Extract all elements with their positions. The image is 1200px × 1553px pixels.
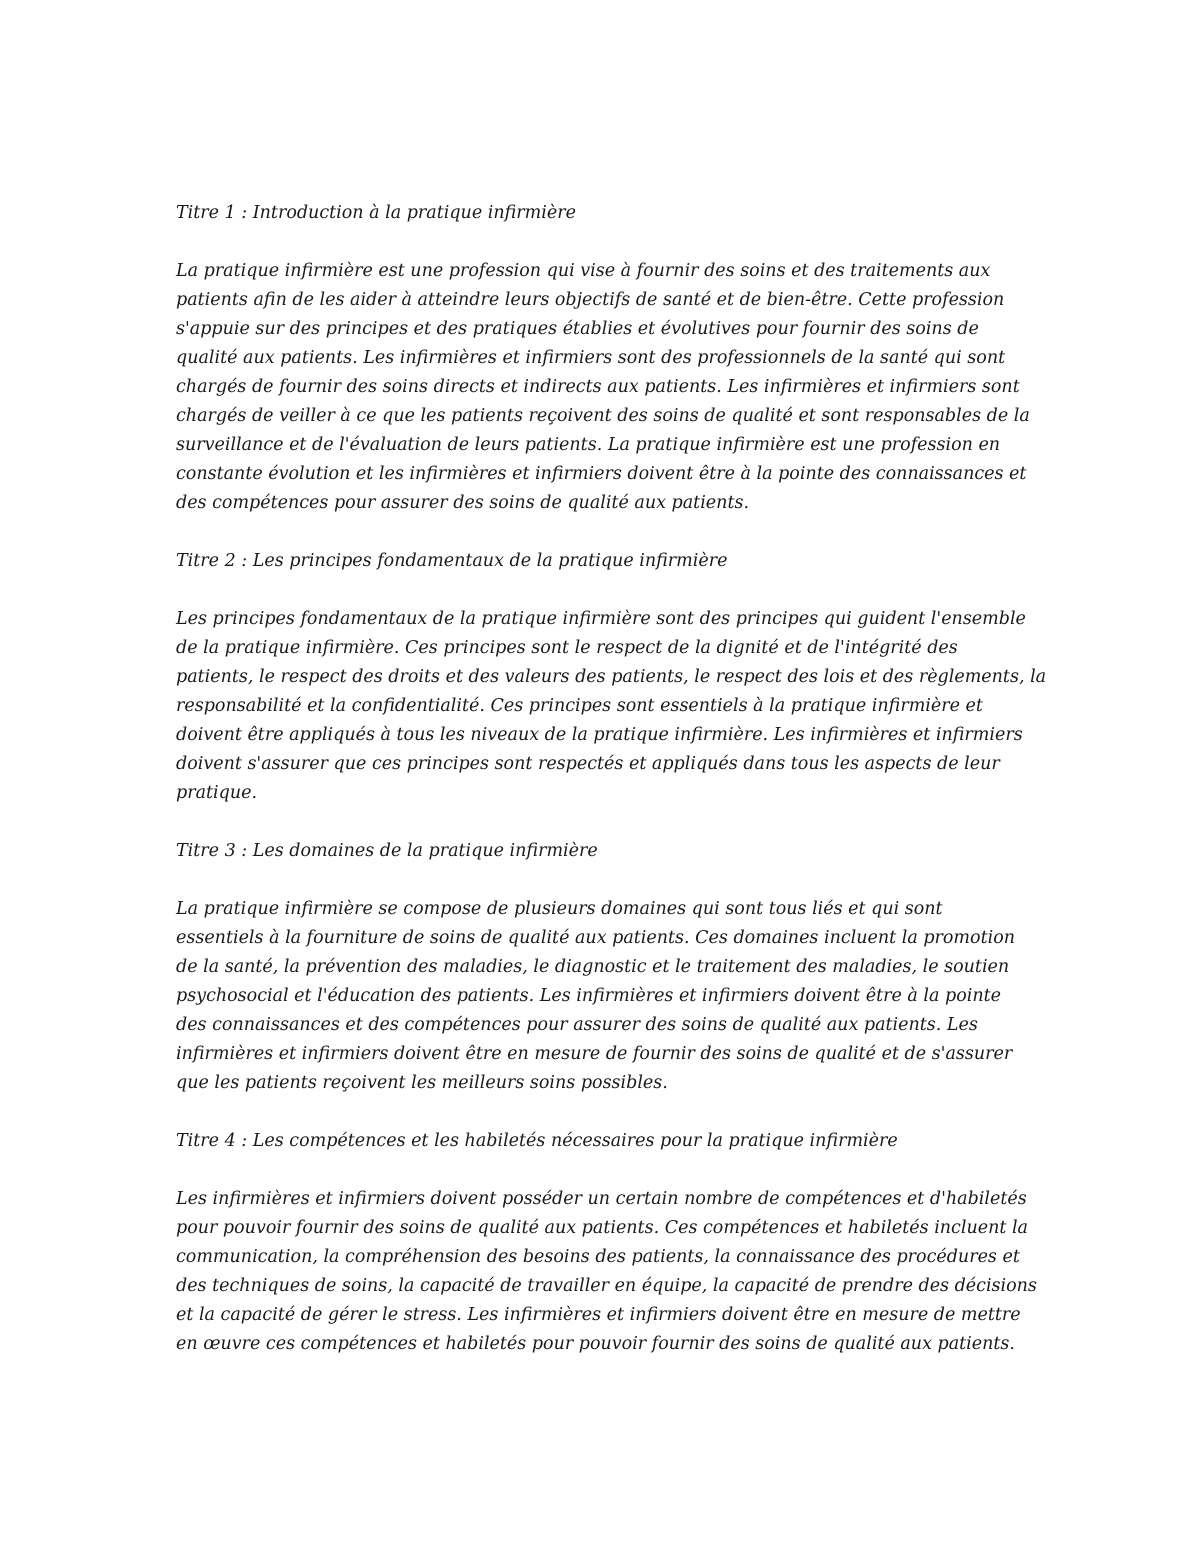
paragraph-line: chargés de veiller à ce que les patients reçoivent des soins de qualité et sont responsables de la: [176, 406, 1030, 426]
paragraph-line: essentiels à la fourniture de soins de qualité aux patients. Ces domaines incluent la promotion: [176, 928, 1016, 948]
paragraph-line: surveillance et de l'évaluation de leurs patients. La pratique infirmière est une profession en: [176, 435, 1001, 455]
paragraph-line: Les infirmières et infirmiers doivent posséder un certain nombre de compétences et d'habiletés: [176, 1189, 1027, 1209]
paragraph-line: communication, la compréhension des besoins des patients, la connaissance des procédures et: [176, 1247, 1020, 1267]
paragraph-line: patients afin de les aider à atteindre leurs objectifs de santé et de bien-être. Cette profession: [176, 290, 1005, 310]
paragraph-line: patients, le respect des droits et des valeurs des patients, le respect des lois et des règlements, la: [176, 667, 1047, 687]
paragraph-line: pour pouvoir fournir des soins de qualité aux patients. Ces compétences et habiletés incluent la: [176, 1218, 1028, 1238]
paragraph-line: responsabilité et la confidentialité. Ces principes sont essentiels à la pratique infirmière et: [176, 696, 983, 716]
paragraph-line: doivent être appliqués à tous les niveaux de la pratique infirmière. Les infirmières et infirmiers: [176, 725, 1023, 745]
paragraph-line: de la pratique infirmière. Ces principes sont le respect de la dignité et de l'intégrité des: [176, 638, 958, 658]
paragraph-line: en œuvre ces compétences et habiletés pour pouvoir fournir des soins de qualité aux patients.: [176, 1334, 1015, 1354]
section-4-title: Titre 4 : Les compétences et les habiletés nécessaires pour la pratique infirmière: [176, 1131, 898, 1151]
section-3-title: Titre 3 : Les domaines de la pratique infirmière: [176, 841, 598, 861]
section-1-title: Titre 1 : Introduction à la pratique infirmière: [176, 203, 576, 223]
paragraph-line: pratique.: [176, 783, 258, 803]
section-4-paragraph: [176, 1185, 1037, 1359]
paragraph-line: doivent s'assurer que ces principes sont respectés et appliqués dans tous les aspects de leur: [176, 754, 1000, 774]
document-body: [176, 199, 1047, 1388]
paragraph-line: des techniques de soins, la capacité de travailler en équipe, la capacité de prendre des décisions: [176, 1276, 1037, 1296]
paragraph-line: qualité aux patients. Les infirmières et infirmiers sont des professionnels de la santé qui sont: [176, 348, 1006, 368]
paragraph-line: chargés de fournir des soins directs et indirects aux patients. Les infirmières et infirmiers sont: [176, 377, 1020, 397]
paragraph-line: et la capacité de gérer le stress. Les infirmières et infirmiers doivent être en mesure de mettre: [176, 1305, 1021, 1325]
paragraph-line: de la santé, la prévention des maladies, le diagnostic et le traitement des maladies, le soutien: [176, 957, 1010, 977]
section-3-paragraph: [176, 895, 1026, 1098]
section-2-title: Titre 2 : Les principes fondamentaux de la pratique infirmière: [176, 551, 728, 571]
paragraph-line: La pratique infirmière se compose de plusieurs domaines qui sont tous liés et qui sont: [176, 899, 943, 919]
paragraph-line: que les patients reçoivent les meilleurs soins possibles.: [176, 1073, 668, 1093]
paragraph-line: Les principes fondamentaux de la pratique infirmière sont des principes qui guident l'ensemble: [176, 609, 1026, 629]
section-2-paragraph: [176, 605, 1047, 808]
paragraph-line: psychosocial et l'éducation des patients. Les infirmières et infirmiers doivent être à la pointe: [176, 986, 1001, 1006]
paragraph-line: des connaissances et des compétences pour assurer des soins de qualité aux patients. Les: [176, 1015, 978, 1035]
paragraph-line: constante évolution et les infirmières et infirmiers doivent être à la pointe des connaissances et: [176, 464, 1027, 484]
paragraph-line: des compétences pour assurer des soins de qualité aux patients.: [176, 493, 750, 513]
paragraph-line: La pratique infirmière est une profession qui vise à fournir des soins et des traitements aux: [176, 261, 991, 281]
paragraph-line: infirmières et infirmiers doivent être en mesure de fournir des soins de qualité et de s'assurer: [176, 1044, 1013, 1064]
section-1-paragraph: [176, 257, 1030, 518]
paragraph-line: s'appuie sur des principes et des pratiques établies et évolutives pour fournir des soins de: [176, 319, 979, 339]
